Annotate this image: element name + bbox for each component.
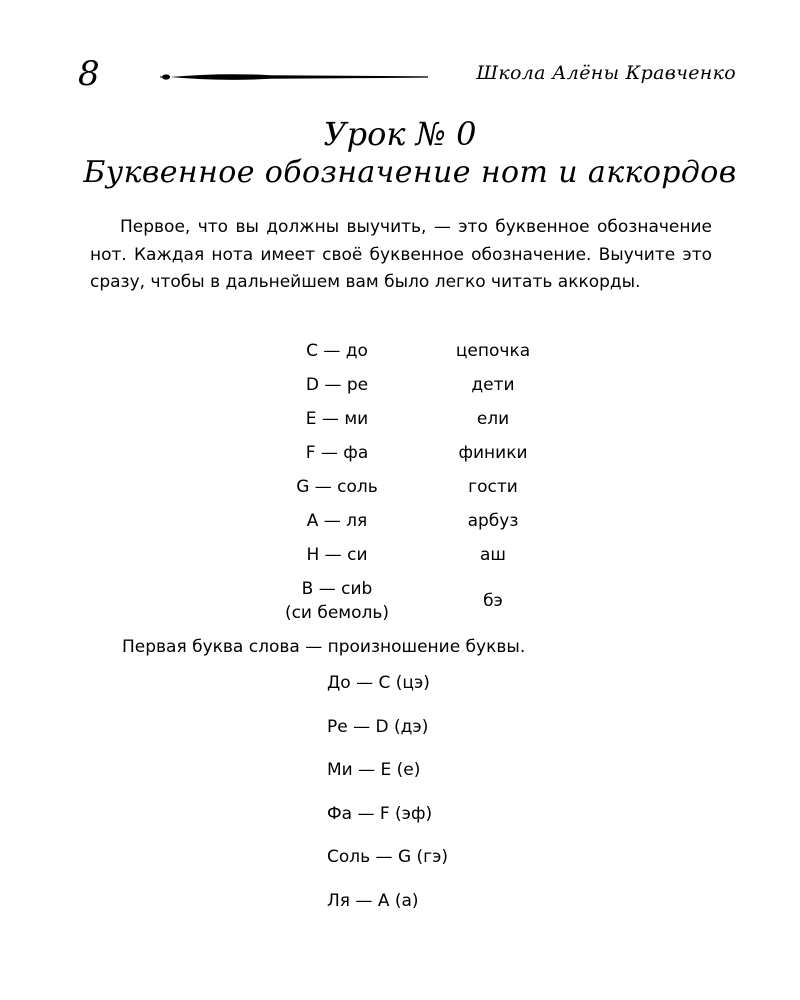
note-name: F — фа [305,443,369,463]
decorative-rule-icon [160,70,430,84]
pronunciation-item: До — C (цэ) [327,673,430,693]
note-name: D — ре [305,375,369,395]
note-name: A — ля [306,511,368,531]
pronunciation-item: Соль — G (гэ) [327,847,449,867]
note-name: C — до [306,341,368,361]
page-header [0,52,800,102]
mnemonics-column [393,334,593,613]
note-mnemonic: ели [476,409,510,429]
note-mnemonic: арбуз [467,511,519,531]
running-head: Школа Алёны Кравченко [476,62,736,84]
pronunciation-item: Фа — F (эф) [327,803,433,824]
pronunciation-list [327,666,448,927]
pronunciation-caption: Первая буква слова — произношение буквы. [122,637,526,657]
note-mnemonic: бэ [483,591,503,611]
lesson-subtitle: Буквенное обозначение нот и аккордов [83,155,737,190]
pronunciation-item: Ми — E (е) [327,760,421,780]
pronunciation-item: Ре — D (дэ) [327,716,429,737]
intro-paragraph: Первое, что вы должны выучить, — это буквенное обозначение нот. Каждая нота имеет своё буквенное обозначение. Выучите это сразу, чтобы в дальнейшем вам было легко читать аккорды. [90,217,712,292]
note-mnemonic: цепочка [455,341,531,361]
note-mnemonic: финики [458,443,528,463]
note-name: B — сиb [301,579,373,599]
note-name-detail: (си бемоль) [284,603,390,623]
page-number: 8 [78,54,100,94]
note-name: E — ми [305,409,369,429]
pronunciation-item: Ля — A (а) [327,890,419,911]
note-mnemonic: дети [471,375,515,395]
note-name: G — соль [296,477,378,497]
lesson-title: Урок № 0 [323,115,477,153]
note-name: H — си [306,545,368,565]
note-mnemonic: аш [480,545,506,565]
note-mnemonic: гости [468,477,518,497]
